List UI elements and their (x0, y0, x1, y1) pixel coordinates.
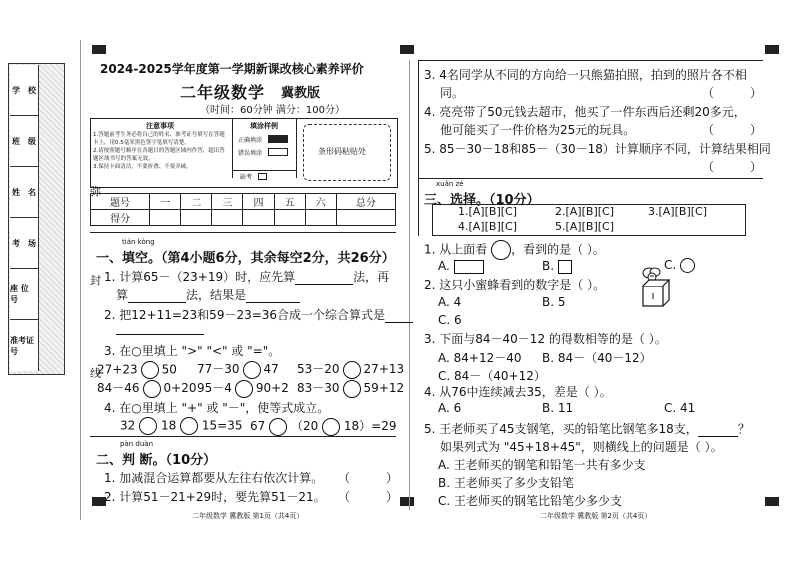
answer-blank[interactable] (698, 424, 738, 437)
score-input-cell[interactable] (212, 210, 243, 226)
section-1-title: 一、填空。（第4小题6分，其余每空2分，共26分） (96, 251, 395, 266)
notice-divider (296, 118, 297, 178)
operator-circle[interactable] (180, 417, 198, 435)
judge-item: 2. 计算51－21+29时，要先算51－21。 (104, 490, 326, 504)
q1-text: 1. 计算65－（23+19）时，应先算 (104, 270, 296, 284)
answer-sheet-item[interactable]: 2.[A][B][C] (555, 205, 614, 218)
info-label-text: 座 位 号 (10, 284, 29, 304)
score-cell: 二 (181, 194, 212, 210)
choice-option[interactable]: C. 6 (438, 313, 462, 327)
choice-q1-text: 1. 从上面看 (424, 242, 488, 257)
seal-char: 弥 (90, 185, 101, 198)
info-label (10, 167, 38, 218)
circle-shape-icon (680, 258, 695, 273)
exam-title: 2024-2025学年度第一学期新课改核心素养评价 (100, 62, 364, 76)
operator-circle[interactable] (139, 417, 157, 435)
compare-right: 50 (161, 362, 177, 376)
registration-mark (765, 45, 779, 54)
barcode-label: 条形码粘贴处 (318, 147, 366, 156)
compare-item (197, 379, 297, 398)
choice-option[interactable] (438, 259, 484, 274)
score-cell: 五 (274, 194, 305, 210)
score-cell: 三 (212, 194, 243, 210)
choice-q5-line2: 如果列式为 "45+18+45"，则横线上的问题是（ ）。 (440, 440, 723, 454)
choice-option[interactable]: C. 王老师买的钢笔比铅笔少多少支 (438, 494, 623, 508)
info-label (10, 320, 38, 371)
notice-title: 注意事项 (146, 122, 174, 130)
compare-right: 27+13 (363, 362, 405, 376)
q4-number: 32 (120, 418, 136, 433)
choice-q4: 4. 从76中连续减去35，差是（ ）。 (424, 385, 612, 399)
choice-q3: 3. 下面与84－40－12 的得数相等的是（ ）。 (424, 332, 667, 346)
judge-answer-bracket[interactable]: （ ） (338, 490, 399, 504)
compare-right: 47 (263, 362, 279, 376)
compare-item (197, 360, 297, 379)
square-shape-icon (558, 260, 572, 274)
q4-equation-a (120, 417, 242, 435)
seal-char: 封 (90, 274, 101, 287)
judge-answer-bracket[interactable]: （ ） (702, 86, 763, 100)
compare-left: 27+23 (97, 362, 138, 376)
info-label-text: 准考证号 (10, 335, 34, 356)
pinyin-ruby: tián kòng (122, 238, 155, 246)
compare-item (297, 360, 405, 379)
score-input-cell[interactable] (305, 210, 336, 226)
info-label-column (10, 65, 39, 371)
judge-item: 3. 4名同学从不同的方向给一只熊猫拍照，拍到的照片各不相 (424, 68, 747, 82)
missing-checkbox[interactable] (258, 173, 267, 180)
choice-option[interactable]: B. 84－（40－12） (542, 351, 652, 365)
choice-option[interactable]: A. 6 (438, 401, 462, 415)
choice-option[interactable]: C. 84－（40+12） (438, 369, 546, 383)
registration-mark (92, 45, 106, 54)
notice-divider (232, 170, 297, 171)
subject-title: 二年级数学 (180, 83, 266, 102)
pinyin-ruby: pàn duàn (120, 440, 154, 448)
notice-divider (232, 118, 233, 178)
rectangle-shape-icon (454, 260, 484, 274)
seal-line (80, 40, 81, 520)
choice-option[interactable]: B. 11 (542, 401, 574, 415)
compare-item (97, 379, 197, 398)
fill-sample-wrong-icon (268, 148, 288, 156)
answer-blank-line[interactable] (116, 334, 204, 335)
option-label: B. (542, 259, 555, 273)
answer-blank[interactable] (385, 310, 413, 323)
info-label-text: 姓 名 (12, 187, 36, 197)
judge-answer-bracket[interactable]: （ ） (702, 123, 763, 137)
choice-option[interactable]: C. 41 (664, 401, 696, 415)
info-label (10, 218, 38, 269)
judge-item: 1. 加减混合运算都要从左往右依次计算。 (104, 471, 324, 485)
q2-line (104, 306, 413, 323)
q4-number: （20 (290, 419, 319, 433)
notice-line: 1.答题前考生务必将自己的姓名、准考证号填写在答题卡上，用0.5毫米黑色签字笔填写清楚。 (93, 132, 225, 146)
score-cell: 六 (305, 194, 336, 210)
section-2-border (90, 436, 396, 437)
judge-answer-bracket[interactable]: （ ） (702, 160, 763, 174)
q1-line1 (104, 268, 389, 285)
choice-q5-text: ？ (737, 422, 750, 436)
compare-left: 84－46 (97, 381, 140, 395)
q4-number: 18）=29 (343, 419, 397, 433)
option-label: C. (664, 258, 677, 272)
info-label-text: 考 场 (12, 238, 36, 248)
compare-circle[interactable] (343, 380, 361, 398)
info-label (10, 269, 38, 320)
score-input-cell[interactable] (243, 210, 274, 226)
q3-row (97, 379, 405, 398)
q3-prompt: 3. 在○里填上 ">" "<" 或 "="。 (104, 344, 281, 358)
choice-option[interactable]: B. 王老师买了多少支铅笔 (438, 476, 574, 490)
choice-q1-text: ，看到的是（ ）。 (511, 242, 605, 257)
q1-text: 算 (116, 288, 129, 302)
choice-q1 (424, 240, 605, 260)
q3-row (97, 360, 405, 379)
missing-label: 缺考 (240, 174, 253, 181)
bee-box-illustration (636, 264, 674, 310)
registration-mark (400, 45, 414, 54)
choice-option[interactable]: A. 84+12－40 (438, 351, 522, 365)
info-label-text: 班 级 (12, 136, 36, 146)
notice-text (93, 131, 229, 171)
judge-item-cont: 他可能买了一件价格为25元的玩具。 (440, 123, 636, 137)
q4-prompt: 4. 在○里填上 "+" 或 "－"，使等式成立。 (104, 401, 330, 415)
answer-blank[interactable] (246, 290, 300, 303)
operator-circle[interactable] (269, 418, 287, 436)
compare-right: 59+12 (363, 381, 405, 395)
q4-equation-b (250, 417, 396, 436)
score-input-cell[interactable] (150, 210, 181, 226)
notice-line: 3.保持卡面清洁，不要折叠、不要弄破。 (93, 164, 192, 170)
judge-item: 5. 85－30－18和85－（30－18）计算顺序不同，计算结果相同 (424, 142, 771, 156)
compare-item (97, 361, 197, 379)
info-label (10, 65, 38, 116)
q2-text: 2. 把12+11=23和59－23=36合成一个综合算式是 (104, 308, 386, 322)
answer-sheet-item[interactable]: 4.[A][B][C] (458, 220, 517, 233)
score-table-score-row (91, 210, 396, 226)
registration-mark (400, 497, 414, 506)
info-label (10, 116, 38, 167)
option-label: A. (438, 259, 450, 273)
score-cell: 题号 (91, 194, 150, 210)
exam-meta: （时间：60分钟 满分：100分） (200, 105, 345, 116)
answer-sheet-item[interactable]: 3.[A][B][C] (648, 205, 707, 218)
section-1-border (90, 232, 396, 233)
compare-left: 95－4 (197, 381, 232, 395)
choice-option[interactable]: B. 5 (542, 295, 566, 309)
info-label-text: 学 校 (12, 85, 36, 95)
notice-line: 2.请按照题号顺序在各题目的答题区域内作答，超出答题区域书写的答案无效。 (93, 148, 225, 162)
section-3-title: 三、选择。（10分） (424, 193, 540, 208)
choice-option[interactable]: A. 4 (438, 295, 462, 309)
score-input-cell[interactable] (274, 210, 305, 226)
page-divider (409, 60, 410, 510)
choice-q5-text: 5. 王老师买了45支钢笔，买的铅笔比钢笔多18支， (424, 422, 698, 436)
cylinder-top-icon (491, 240, 511, 260)
choice-q5-line1 (424, 420, 750, 437)
judge-item: 4. 亮亮带了50元钱去超市，他买了一件东西后还剩20多元， (424, 105, 746, 119)
score-cell: 总分 (336, 194, 395, 210)
score-cell: 一 (150, 194, 181, 210)
choice-q2: 2. 这只小蜜蜂看到的数字是（ ）。 (424, 278, 606, 292)
choice-option[interactable] (542, 259, 572, 274)
judge-item-cont: 同。 (440, 86, 465, 100)
compare-circle[interactable] (141, 361, 159, 379)
pinyin-ruby: xuǎn zé (436, 180, 464, 188)
compare-left: 83－30 (297, 381, 340, 395)
score-input-cell[interactable] (181, 210, 212, 226)
section-2-title: 二、判 断。（10分） (96, 453, 217, 468)
operator-circle[interactable] (322, 418, 340, 436)
compare-right: 0+20 (163, 381, 197, 395)
fill-sample-correct-icon (268, 135, 288, 143)
answer-sheet-item[interactable]: 1.[A][B][C] (458, 205, 517, 218)
answer-blank[interactable] (128, 290, 186, 303)
compare-left: 77－30 (197, 362, 240, 376)
score-table (90, 193, 396, 226)
score-cell: 得分 (91, 210, 150, 226)
fill-sample-wrong: 错误填涂 (238, 150, 263, 157)
compare-circle[interactable] (235, 380, 253, 398)
q4-number: 15=35 (201, 418, 243, 433)
choice-option[interactable]: A. 王老师买的钢笔和铅笔一共有多少支 (438, 458, 646, 472)
compare-right: 90+2 (255, 381, 289, 395)
compare-circle[interactable] (143, 380, 161, 398)
right-page-border (418, 60, 419, 236)
page-footer: 二年级数学 冀教版 第2页（共4页） (540, 512, 652, 520)
registration-mark (765, 497, 779, 506)
answer-blank[interactable] (295, 272, 353, 285)
score-input-cell[interactable] (336, 210, 395, 226)
answer-sheet-item[interactable]: 5.[A][B][C] (555, 220, 614, 233)
q1-text: 法，再 (353, 270, 390, 284)
q4-number: 18 (160, 418, 177, 433)
q4-number: 67 (250, 419, 266, 433)
compare-left: 53－20 (297, 362, 340, 376)
judge-answer-bracket[interactable]: （ ） (338, 471, 399, 485)
compare-item (297, 379, 405, 398)
score-cell: 四 (243, 194, 274, 210)
edition-label: 冀教版 (281, 86, 321, 101)
page-footer: 二年级数学 冀教版 第1页（共4页） (192, 512, 304, 520)
seal-char: 线 (90, 367, 101, 380)
section-3-border (418, 178, 763, 179)
score-table-header-row (91, 194, 396, 210)
q1-text: 法，结果是 (186, 288, 247, 302)
right-page-border (418, 60, 763, 61)
bee-icon (636, 264, 674, 310)
q1-line2 (116, 286, 300, 303)
compare-circle[interactable] (343, 361, 361, 379)
fill-sample-title: 填涂样例 (250, 122, 278, 130)
compare-circle[interactable] (243, 361, 261, 379)
fill-sample-correct: 正确填涂 (238, 137, 263, 144)
